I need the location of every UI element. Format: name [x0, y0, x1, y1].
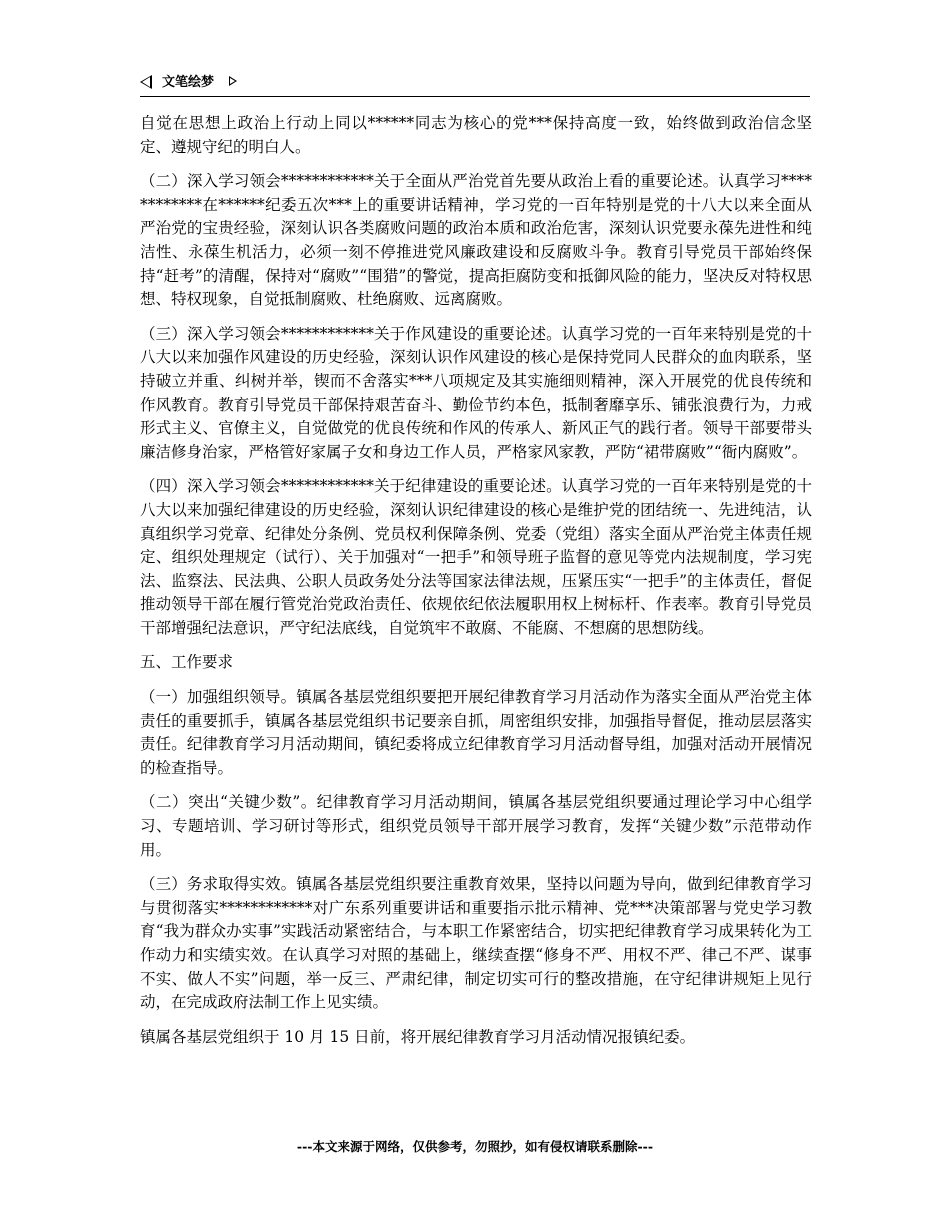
paragraph: （一）加强组织领导。镇属各基层党组织要把开展纪律教育学习月活动作为落实全面从严治党主体责任的重要抓手，镇属各基层党组织书记要亲自抓，周密组织安排，加强指导督促，推动层层落实责任。纪律教育学习月活动期间，镇纪委将成立纪律教育学习月活动督导组，加强对活动开展情况的检查指导。: [140, 688, 812, 777]
brand-name: 文笔绘梦: [162, 75, 215, 90]
paragraph: （三）深入学习领会************关于作风建设的重要论述。认真学习党的一百年来特别是党的十八大以来加强作风建设的历史经验，深刻认识作风建设的核心是保持党同人民群众的血肉联系，坚持破立并重、纠树并举，锲而不舍落实***八项规定及其实施细则精神，深入开展党的优良传统和作风教育。教育引导党员干部保持艰苦奋斗、勤俭节约本色，抵制奢靡享乐、铺张浪费行为，力戒形式主义、官僚主义，自觉做党的优良传统和作风的传承人、新风正气的践行者。领导干部要带头廉洁修身治家，严格管好家属子女和身边工作人员，严格家风家教，严防“裙带腐败”“衙内腐败”。: [140, 324, 812, 461]
paragraph: 镇属各基层党组织于 10 月 15 日前，将开展纪律教育学习月活动情况报镇纪委。: [140, 1027, 696, 1046]
paragraph: 自觉在思想上政治上行动上同以******同志为核心的党***保持高度一致，始终做到政治信念坚定、遵规守纪的明白人。: [140, 114, 812, 156]
document-body: [140, 112, 812, 1060]
triangle-left-icon: [140, 75, 152, 89]
section-heading: 五、工作要求: [140, 653, 234, 672]
paragraph: （二）深入学习领会************关于全面从严治党首先要从政治上看的重要论述。认真学习************在******纪委五次***上的重要讲话精神，学习党的一百年特别是党的十八大以来全面从严治党的宝贵经验，深刻认识各类腐败问题的政治本质和政治危害，深刻认识党要永葆先进性和纯洁性、永葆生机活力，必须一刻不停推进党风廉政建设和反腐败斗争。教育引导党员干部始终保持“赶考”的清醒，保持对“腐败”“围猎”的警觉，提高拒腐防变和抵御风险的能力，坚决反对特权思想、特权现象，自觉抵制腐败、杜绝腐败、远离腐败。: [140, 172, 812, 309]
triangle-right-icon: [229, 76, 237, 86]
paragraph: （三）务求取得实效。镇属各基层党组织要注重教育效果，坚持以问题为导向，做到纪律教育学习与贯彻落实************对广东系列重要讲话和重要指示批示精神、党***决策部署与党史学习教育“我为群众办实事”实践活动紧密结合，与本职工作紧密结合，切实把纪律教育学习成果转化为工作动力和实绩实效。在认真学习对照的基础上，继续查摆“修身不严、用权不严、律己不严、谋事不实、做人不实”问题，举一反三、严肃纪律，制定切实可行的整改措施，在守纪律讲规矩上见行动，在完成政府法制工作上见实绩。: [140, 875, 812, 1012]
footer-disclaimer: ---本文来源于网络，仅供参考，勿照抄，如有侵权请联系删除---: [296, 1139, 654, 1154]
page-header: [140, 72, 810, 97]
paragraph: （二）突出“关键少数”。纪律教育学习月活动期间，镇属各基层党组织要通过理论学习中心组学习、专题培训、学习研讨等形式，组织党员领导干部开展学习教育，发挥“关键少数”示范带动作用。: [140, 793, 812, 859]
paragraph: （四）深入学习领会************关于纪律建设的重要论述。认真学习党的一百年来特别是党的十八大以来加强纪律建设的历史经验，深刻认识纪律建设的核心是维护党的团结统一、先进纯洁，认真组织学习党章、纪律处分条例、党员权利保障条例、党委（党组）落实全面从严治党主体责任规定、组织处理规定（试行）、关于加强对“一把手”和领导班子监督的意见等党内法规制度，学习宪法、监察法、民法典、公职人员政务处分法等国家法律法规，压紧压实“一把手”的主体责任，督促推动领导干部在履行管党治党政治责任、依规依纪依法履职用权上树标杆、作表率。教育引导党员干部增强纪法意识，严守纪法底线，自觉筑牢不敢腐、不能腐、不想腐的思想防线。: [140, 477, 812, 637]
